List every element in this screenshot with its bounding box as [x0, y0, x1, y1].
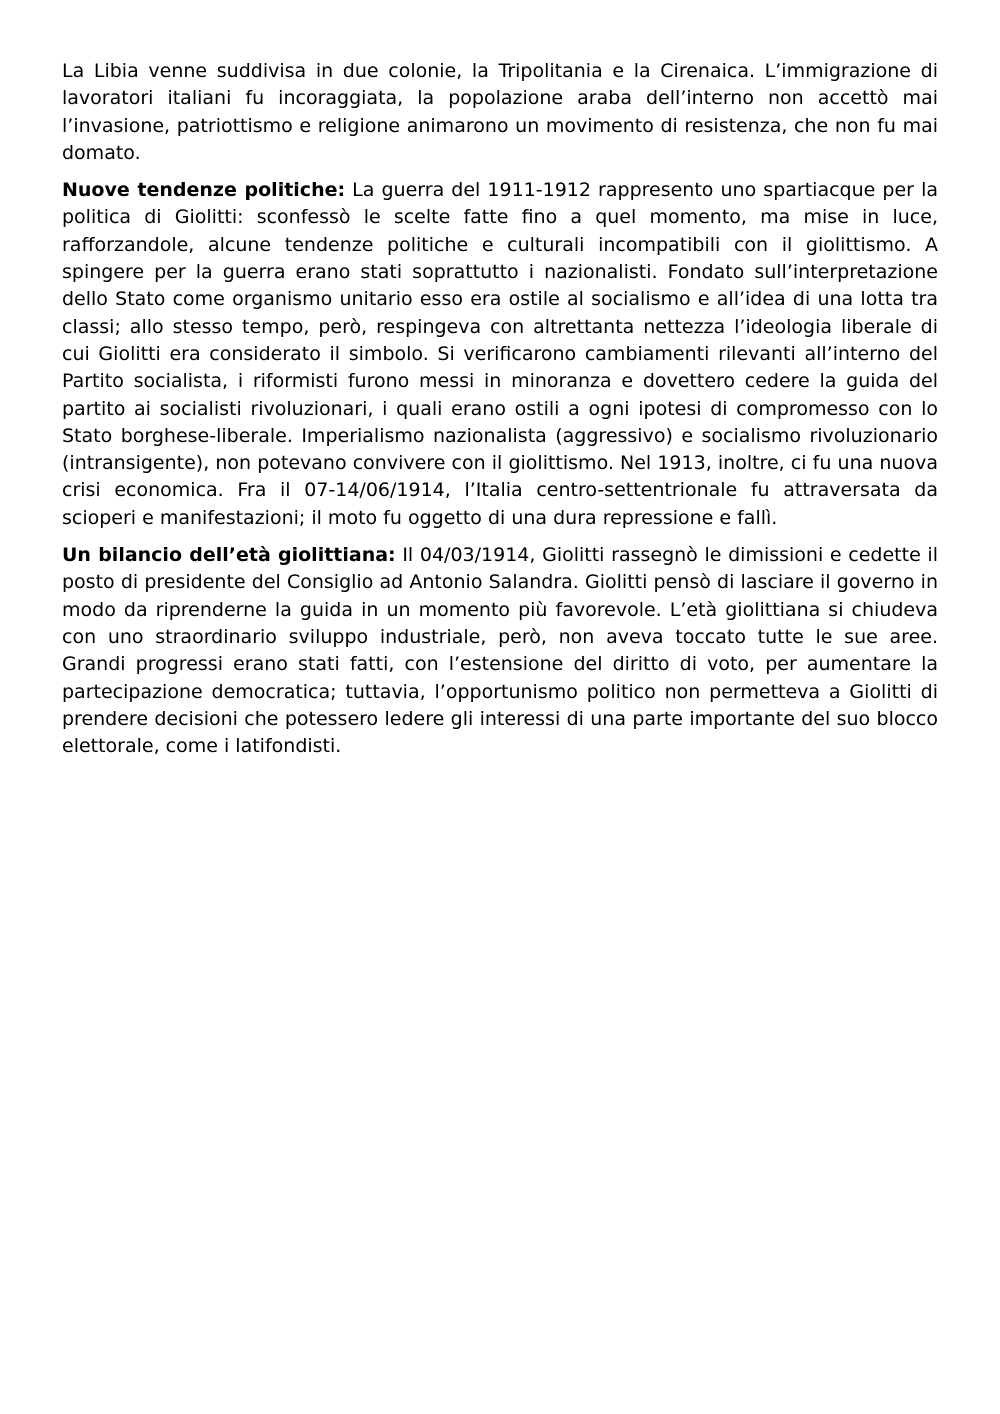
paragraph-body: Il 04/03/1914, Giolitti rassegnò le dimissioni e cedette il posto di presidente del Consiglio ad Antonio Salandra. Giolitti pensò di lasciare il governo in modo da riprenderne la guida in un momento più favorevole. L’età giolittiana si chiudeva con uno straordinario sviluppo industriale, però, non aveva toccato tutte le sue aree. Grandi progressi erano stati fatti, con l’estensione del diritto di voto, per aumentare la partecipazione democratica; tuttavia, l’opportunismo politico non permetteva a Giolitti di prendere decisioni che potessero ledere gli interessi di una parte importante del suo blocco elettorale, come i latifondisti. — [62, 544, 938, 758]
paragraph-nuove-tendenze — [62, 177, 938, 532]
paragraph-bilancio — [62, 542, 938, 760]
paragraph-body: La guerra del 1911-1912 rappresento uno spartiacque per la politica di Giolitti: sconfessò le scelte fatte fino a quel momento, ma mise in luce, rafforzandole, alcune tendenze politiche e culturali incompatibili con il giolittismo. A spingere per la guerra erano stati soprattutto i nazionalisti. Fondato sull’interpretazione dello Stato come organismo unitario esso era ostile al socialismo e all’idea di una lotta tra classi; allo stesso tempo, però, respingeva con altrettanta nettezza l’ideologia liberale di cui Giolitti era considerato il simbolo. Si verificarono cambiamenti rilevanti all’interno del Partito socialista, i riformisti furono messi in minoranza e dovettero cedere la guida del partito ai socialisti rivoluzionari, i quali erano ostili a ogni ipotesi di compromesso con lo Stato borghese-liberale. Imperialismo nazionalista (aggressivo) e socialismo rivoluzionario (intransigente), non potevano convivere con il giolittismo. Nel 1913, inoltre, ci fu una nuova crisi economica. Fra il 07-14/06/1914, l’Italia centro-settentrionale fu attraversata da scioperi e manifestazioni; il moto fu oggetto di una dura repressione e fallì. — [62, 179, 938, 529]
paragraph-body: La Libia venne suddivisa in due colonie, la Tripolitania e la Cirenaica. L’immigrazione di lavoratori italiani fu incoraggiata, la popolazione araba dell’interno non accettò mai l’invasione, patriottismo e religione animarono un movimento di resistenza, che non fu mai domato. — [62, 60, 938, 164]
section-heading: Un bilancio dell’età giolittiana: — [62, 544, 396, 567]
document-page — [62, 58, 938, 770]
paragraph-libia — [62, 58, 938, 167]
section-heading: Nuove tendenze politiche: — [62, 179, 346, 202]
